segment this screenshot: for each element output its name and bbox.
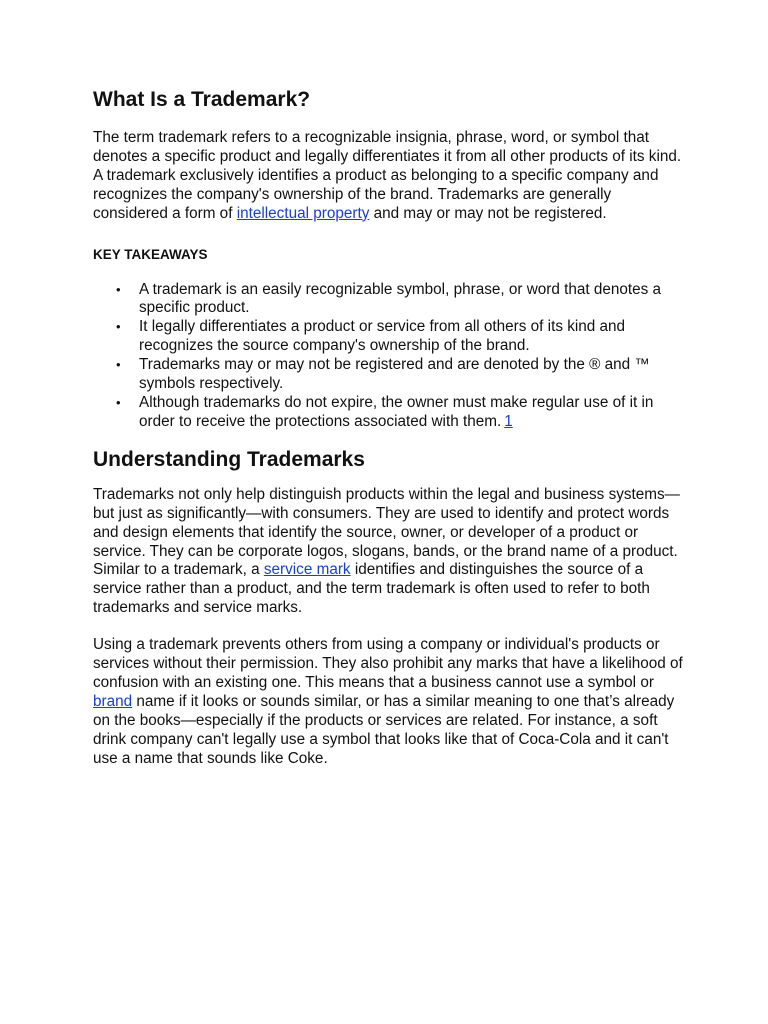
heading-understanding-trademarks: Understanding Trademarks [93, 447, 365, 471]
link-brand[interactable]: brand [93, 692, 133, 710]
takeaway-text: It legally differentiates a product or service from all others of its kind and recognizes the source company's ownership of the brand. [139, 318, 626, 355]
heading-what-is-a-trademark: What Is a Trademark? [93, 88, 311, 111]
list-item [93, 394, 683, 432]
footnote-link[interactable]: 1 [504, 412, 513, 430]
para1-text-a: Trademarks not only help distinguish products within the legal and business systems—but just as significantly—with consumers. They are used to identify and protect words and design elements that identify the source, owner, or developer of a product or service. They can be corporate logos, slogans, bands, or the brand name of a product. Similar to a trademark, a [93, 485, 680, 579]
article-body [93, 86, 683, 768]
link-service-mark[interactable]: service mark [263, 561, 351, 579]
takeaway-text: Trademarks may or may not be registered and are denoted by the ® and ™ symbols respectively. [139, 356, 650, 393]
para2-text-a: Using a trademark prevents others from using a company or individual's products or services without their permission. They also prohibit any marks that have a likelihood of confusion with an existing one. This means that a business cannot use a symbol or [93, 636, 683, 691]
bullet-icon: • [116, 357, 121, 373]
bullet-icon: • [116, 394, 121, 410]
list-item [93, 356, 683, 394]
link-intellectual-property[interactable]: intellectual property [236, 204, 370, 222]
bullet-icon: • [116, 319, 121, 335]
intro-text-b: and may or may not be registered. [369, 204, 607, 222]
understanding-paragraph-1 [93, 486, 683, 618]
bullet-icon: • [116, 281, 121, 297]
understanding-paragraph-2 [93, 636, 683, 768]
intro-paragraph [93, 129, 683, 224]
key-takeaways-list [93, 281, 683, 432]
intro-text-a: The term trademark refers to a recognizable insignia, phrase, word, or symbol that denotes a specific product and legally differentiates it from all other products of its kind. A trademark exclusively identifies a product as belonging to a specific company and recognizes the company's ownership of the brand. Trademarks are generally considered a form of [93, 129, 682, 222]
takeaway-text: Although trademarks do not expire, the owner must make regular use of it in order to receive the protections associated with them. [139, 393, 654, 430]
para2-text-b: name if it looks or sounds similar, or has a similar meaning to one that’s already on the books—especially if the products or services are related. For instance, a soft drink company can't legally use a symbol that looks like that of Coca-Cola and it can't use a name that sounds like Coke. [93, 692, 675, 767]
takeaway-text: A trademark is an easily recognizable symbol, phrase, or word that denotes a specific product. [139, 280, 662, 317]
key-takeaways-label: KEY TAKEAWAYS [93, 246, 208, 262]
list-item [93, 318, 683, 356]
para1-text-b: identifies and distinguishes the source of a service rather than a product, and the term trademark is often used to refer to both trademarks and service marks. [93, 561, 650, 617]
list-item [93, 281, 683, 319]
